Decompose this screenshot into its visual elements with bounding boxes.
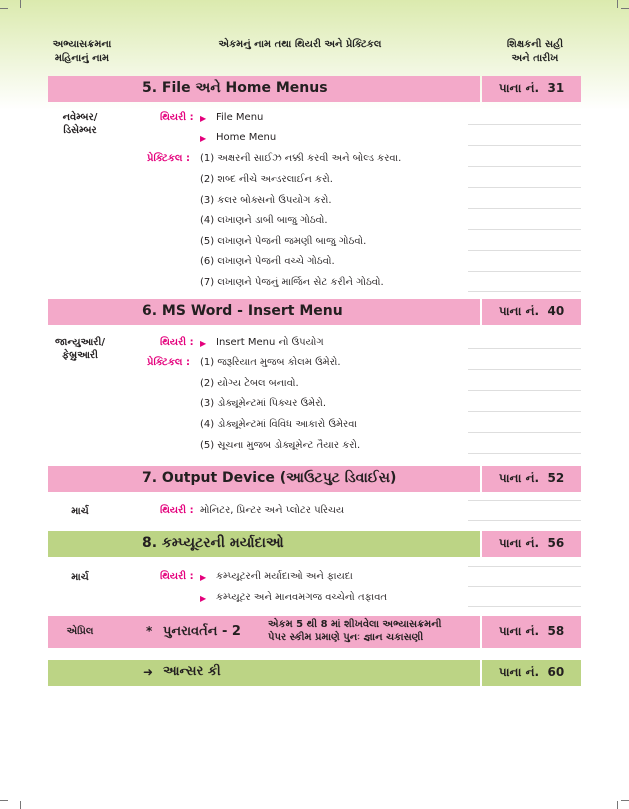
page-value: 58 bbox=[547, 624, 565, 638]
practical-item: (5) સૂચના મુજબ ડોક્યૂમેન્ટ તૈયાર કરો. bbox=[200, 440, 361, 451]
month-line: માર્ચ bbox=[71, 506, 89, 517]
month-line: ડિસેમ્બર bbox=[63, 125, 97, 136]
theory-item: મોનિટર, પ્રિન્ટર અને પ્લોટર પરિચય bbox=[200, 505, 345, 516]
page-number bbox=[482, 471, 581, 486]
crop-mark bbox=[0, 8, 8, 9]
header-signature-line1: શિક્ષકની સહી bbox=[506, 39, 564, 50]
page-value: 60 bbox=[547, 665, 565, 679]
page-value: 52 bbox=[547, 471, 565, 485]
theory-label: થિયરી : bbox=[160, 337, 194, 348]
signature-line bbox=[468, 348, 581, 349]
practical-item: (2) શબ્દ નીચે અન્ડરલાઈન કરો. bbox=[200, 174, 333, 185]
revision-month: એપ્રિલ bbox=[66, 626, 94, 637]
page-prefix: પાના નં. bbox=[498, 665, 540, 679]
crop-mark bbox=[617, 0, 618, 8]
practical-item: (4) લખાણને ડાબી બાજુ ગોઠવો. bbox=[200, 215, 328, 226]
signature-line bbox=[468, 390, 581, 391]
practical-item: (4) ડોક્યૂમેન્ટમાં વિવિધ આકારો ઉમેરવા bbox=[200, 419, 357, 430]
practical-label: પ્રેક્ટિકલ : bbox=[147, 357, 190, 368]
practical-item: (1) અક્ષરની સાઈઝ નક્કી કરવી અને બોલ્ડ કરવા. bbox=[200, 153, 402, 164]
practical-item: (7) લખાણને પેજનું માર્જિન સેટ કરીને ગોઠવો. bbox=[200, 277, 384, 288]
crop-mark bbox=[0, 800, 8, 801]
crop-mark bbox=[621, 800, 629, 801]
revision-desc-line: પેપર સ્કીમ પ્રમાણે પુનઃ જ્ઞાન ચકાસણી bbox=[268, 632, 424, 643]
signature-line bbox=[468, 500, 581, 501]
practical-item: (5) લખાણને પેજની જમણી બાજુ ગોઠવો. bbox=[200, 236, 367, 247]
page-value: 31 bbox=[547, 81, 565, 95]
unit-6-heading bbox=[48, 299, 581, 325]
signature-line bbox=[468, 606, 581, 607]
page-value: 56 bbox=[547, 536, 565, 550]
page-prefix: પાના નં. bbox=[498, 471, 540, 485]
bullet-arrow-icon: ▶ bbox=[200, 134, 207, 143]
revision-description bbox=[268, 618, 442, 644]
unit-8-month bbox=[48, 571, 112, 584]
signature-line bbox=[468, 229, 581, 230]
signature-line bbox=[468, 291, 581, 292]
practical-item: (3) કલર બોક્સનો ઉપયોગ કરો. bbox=[200, 195, 332, 206]
signature-line bbox=[468, 187, 581, 188]
bullet-arrow-icon: ▶ bbox=[200, 114, 207, 123]
bullet-arrow-icon: ▶ bbox=[200, 594, 207, 603]
unit-title: 6. MS Word - Insert Menu bbox=[142, 303, 343, 319]
signature-line bbox=[468, 520, 581, 521]
arrow-right-icon: ➜ bbox=[143, 665, 154, 679]
revision-title: પુનરાવર્તન - 2 bbox=[163, 624, 241, 639]
theory-label: થિયરી : bbox=[160, 505, 194, 516]
crop-mark bbox=[20, 0, 21, 8]
signature-line bbox=[468, 145, 581, 146]
page-number bbox=[482, 304, 581, 319]
theory-item: File Menu bbox=[216, 112, 264, 123]
signature-line bbox=[468, 271, 581, 272]
month-line: નવેમ્બર/ bbox=[62, 112, 98, 123]
unit-5-month bbox=[48, 111, 112, 137]
unit-8-heading bbox=[48, 531, 581, 557]
header-signature-line2: અને તારીખ bbox=[511, 53, 559, 64]
page-number bbox=[482, 624, 581, 639]
page-number-bar bbox=[482, 466, 581, 492]
unit-5-heading bbox=[48, 76, 581, 102]
page-number bbox=[482, 536, 581, 551]
page-number-bar bbox=[482, 531, 581, 557]
unit-title: 8. કમ્પ્યૂટરની મર્યાદાઓ bbox=[142, 535, 284, 551]
page-number-bar bbox=[482, 76, 581, 102]
theory-item: કમ્પ્યૂટર અને માનવમગજ વચ્ચેનો તફાવત bbox=[216, 592, 388, 603]
page-number-bar bbox=[482, 299, 581, 325]
signature-line bbox=[468, 566, 581, 567]
revision-page-bar bbox=[482, 616, 581, 648]
page-prefix: પાના નં. bbox=[498, 304, 540, 318]
unit-7-month bbox=[48, 505, 112, 518]
page-number-bar bbox=[482, 660, 581, 686]
header-signature-column bbox=[490, 38, 580, 66]
answer-key-bar bbox=[48, 660, 480, 686]
theory-item: Home Menu bbox=[216, 132, 277, 143]
theory-label: થિયરી : bbox=[160, 571, 194, 582]
header-month-line1: અભ્યાસક્રમના bbox=[52, 39, 112, 50]
signature-line bbox=[468, 411, 581, 412]
signature-line bbox=[468, 166, 581, 167]
unit-6-month bbox=[48, 336, 112, 362]
practical-item: (3) ડોક્યૂમેન્ટમાં પિક્ચર ઉમેરો. bbox=[200, 398, 327, 409]
theory-item: કમ્પ્યૂટરની મર્યાદાઓ અને ફાયદા bbox=[216, 571, 353, 582]
crop-mark bbox=[20, 801, 21, 809]
unit-title: 7. Output Device (આઉટપુટ ડિવાઈસ) bbox=[142, 470, 397, 486]
month-line: ફેબ્રુઆરી bbox=[62, 350, 98, 361]
practical-label: પ્રેક્ટિકલ : bbox=[147, 153, 190, 164]
page-prefix: પાના નં. bbox=[498, 536, 540, 550]
star-icon: * bbox=[146, 624, 153, 638]
month-line: જાન્યુઆરી/ bbox=[55, 337, 105, 348]
page-number bbox=[482, 665, 581, 680]
theory-label: થિયરી : bbox=[160, 112, 194, 123]
header-unit-column bbox=[185, 38, 415, 52]
unit-title: 5. File અને Home Menus bbox=[142, 80, 328, 96]
signature-line bbox=[468, 369, 581, 370]
page-prefix: પાના નં. bbox=[498, 81, 540, 95]
page-prefix: પાના નં. bbox=[498, 624, 540, 638]
bullet-arrow-icon: ▶ bbox=[200, 339, 207, 348]
revision-desc-line: એકમ 5 થી 8 માં શીખવેલા અભ્યાસક્રમની bbox=[268, 619, 442, 630]
header-month-column bbox=[44, 38, 120, 66]
header-month-line2: મહિનાનું નામ bbox=[54, 53, 110, 64]
bullet-arrow-icon: ▶ bbox=[200, 573, 207, 582]
practical-item: (1) જરૂરિયાત મુજબ કોલમ ઉમેરો. bbox=[200, 357, 341, 368]
crop-mark bbox=[617, 801, 618, 809]
crop-mark bbox=[621, 8, 629, 9]
signature-line bbox=[468, 453, 581, 454]
page-value: 40 bbox=[547, 304, 565, 318]
practical-item: (6) લખાણને પેજની વચ્ચે ગોઠવો. bbox=[200, 256, 335, 267]
month-line: માર્ચ bbox=[71, 572, 89, 583]
answer-key-heading bbox=[48, 660, 581, 686]
signature-line bbox=[468, 432, 581, 433]
signature-line bbox=[468, 586, 581, 587]
unit-7-heading bbox=[48, 466, 581, 492]
signature-line bbox=[468, 250, 581, 251]
header-unit-text: એકમનું નામ તથા થિયરી અને પ્રેક્ટિકલ bbox=[218, 39, 382, 50]
answer-key-title: આન્સર કી bbox=[163, 664, 221, 679]
practical-item: (2) યોગ્ય ટેબલ બનાવો. bbox=[200, 378, 299, 389]
page-number bbox=[482, 81, 581, 96]
theory-item: Insert Menu નો ઉપયોગ bbox=[216, 337, 324, 348]
signature-line bbox=[468, 208, 581, 209]
signature-line bbox=[468, 124, 581, 125]
